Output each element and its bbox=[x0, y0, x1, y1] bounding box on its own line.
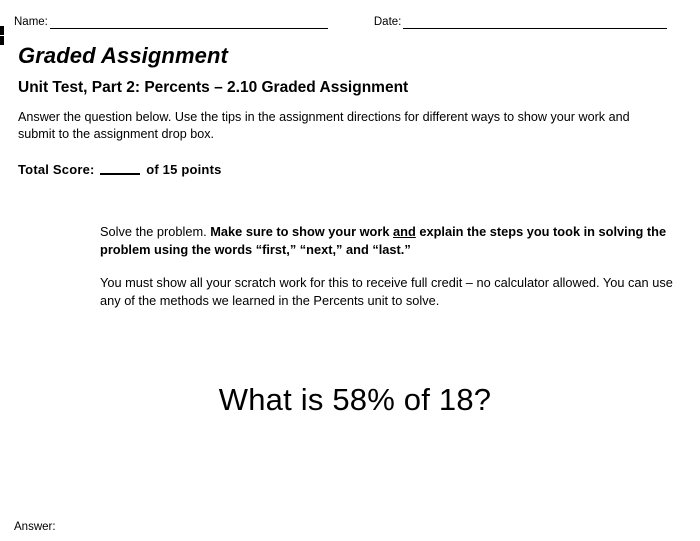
directions-plain-lead: Solve the problem. bbox=[100, 224, 211, 239]
total-score-suffix: of 15 points bbox=[146, 162, 222, 177]
total-score-blank[interactable] bbox=[100, 161, 140, 175]
date-field[interactable] bbox=[374, 14, 668, 29]
date-input-rule[interactable] bbox=[403, 14, 667, 29]
instructions-paragraph: Answer the question below. Use the tips in the assignment directions for different ways to show your work and submit to the assignment drop box. bbox=[18, 110, 630, 141]
problem-directions bbox=[100, 223, 686, 258]
page-edge-mark-bottom bbox=[0, 36, 4, 45]
student-info-row bbox=[14, 14, 686, 29]
problem-block bbox=[100, 223, 686, 310]
answer-label: Answer: bbox=[14, 521, 56, 533]
page-title: Graded Assignment bbox=[18, 43, 228, 68]
question-text: What is 58% of 18? bbox=[218, 381, 492, 417]
directions-bold-underline: and bbox=[393, 224, 416, 239]
total-score-line bbox=[18, 161, 686, 177]
total-score-prefix: Total Score: bbox=[18, 162, 95, 177]
name-input-rule[interactable] bbox=[50, 14, 328, 29]
date-label: Date: bbox=[373, 16, 402, 28]
page-edge-mark-top bbox=[0, 26, 4, 35]
name-label: Name: bbox=[14, 16, 48, 28]
problem-note: You must show all your scratch work for this to receive full credit – no calculator allowed. You can use any of the methods we learned in the Percents unit to solve. bbox=[100, 275, 673, 308]
directions-bold-lead: Make sure to show your work bbox=[210, 224, 394, 239]
directions-bold-tail: explain the steps you took in solving the problem using the words “first,” “next,” and “last.” bbox=[100, 224, 667, 257]
name-field[interactable] bbox=[14, 14, 328, 29]
page-subtitle: Unit Test, Part 2: Percents – 2.10 Graded Assignment bbox=[18, 79, 409, 96]
